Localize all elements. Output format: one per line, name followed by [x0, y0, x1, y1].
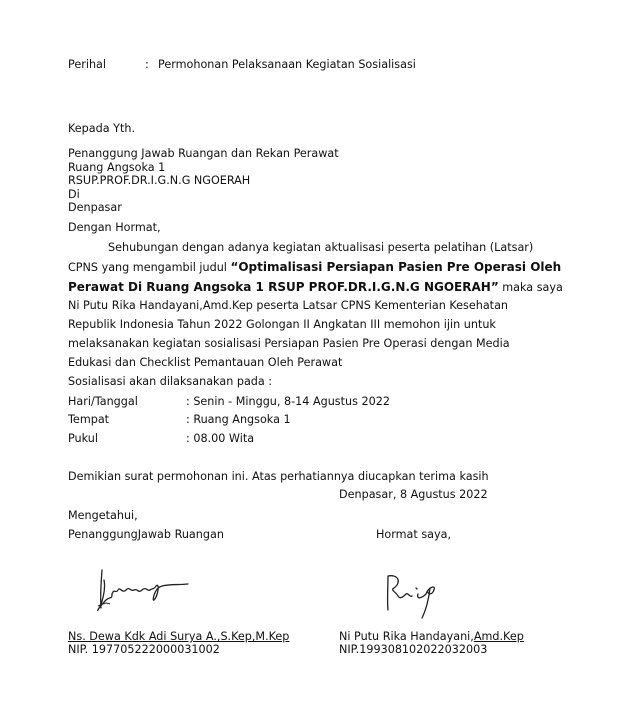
- schedule-label: Tempat: [68, 413, 110, 426]
- body-line: Sosialisasi akan dilaksanakan pada :: [68, 375, 273, 388]
- schedule-value: : Ruang Angsoka 1: [186, 413, 291, 426]
- right-signer-role: Hormat saya,: [376, 528, 452, 541]
- left-signature-image: [92, 560, 192, 618]
- body-line: Sehubungan dengan adanya kegiatan aktualisasi peserta pelatihan (Latsar): [108, 241, 534, 254]
- schedule-value: : Senin - Minggu, 8-14 Agustus 2022: [186, 395, 390, 408]
- body-line: [68, 260, 561, 275]
- subject-label: Perihal: [68, 58, 106, 71]
- left-signer-role: PenanggungJawab Ruangan: [68, 528, 224, 541]
- left-signer-nip: NIP. 197705222000031002: [68, 643, 220, 656]
- body-line: Edukasi dan Checklist Pemantauan Oleh Perawat: [68, 356, 343, 369]
- body-line: Republik Indonesia Tahun 2022 Golongan II Angkatan III memohon ijin untuk: [68, 318, 496, 331]
- salutation: Dengan Hormat,: [68, 221, 161, 234]
- schedule-value: : 08.00 Wita: [186, 432, 255, 445]
- right-signer-title: Amd.Kep: [473, 630, 524, 643]
- body-line: Ni Putu Rika Handayani,Amd.Kep peserta Latsar CPNS Kementerian Kesehatan: [68, 299, 509, 312]
- body-text: maka saya: [498, 281, 563, 294]
- recipient-greeting: Kepada Yth.: [68, 122, 135, 135]
- recipient-address: [68, 147, 339, 215]
- body-text: CPNS yang mengambil judul: [68, 261, 231, 274]
- recipient-line: Ruang Angsoka 1: [68, 160, 166, 174]
- recipient-line: Penanggung Jawab Ruangan dan Rekan Perawat: [68, 147, 339, 160]
- closing-text: Demikian surat permohonan ini. Atas perhatiannya diucapkan terima kasih: [68, 470, 489, 483]
- body-line: melaksanakan kegiatan sosialisasi Persiapan Pasien Pre Operasi dengan Media: [68, 337, 510, 350]
- recipient-line: Denpasar: [68, 201, 122, 214]
- right-signer-name-part: [339, 630, 524, 643]
- activity-title: Perawat Di Ruang Angsoka 1 RSUP PROF.DR.I.G.N.G NGOERAH”: [68, 280, 499, 294]
- left-signer-name: Ns. Dewa Kdk Adi Surya A.,S.Kep,M.Kep: [68, 630, 290, 643]
- body-line: [68, 280, 563, 295]
- activity-title: “Optimalisasi Persiapan Pasien Pre Operasi Oleh: [230, 260, 562, 274]
- right-signer-name: [339, 630, 524, 644]
- subject-value: Permohonan Pelaksanaan Kegiatan Sosialisasi: [158, 58, 416, 71]
- schedule-label: Hari/Tanggal: [68, 395, 138, 408]
- right-signer-given-name: Ni Putu Rika Handayani,: [339, 630, 474, 643]
- subject-separator: :: [145, 58, 149, 71]
- acknowledged-label: Mengetahui,: [68, 509, 138, 522]
- recipient-line: RSUP.PROF.DR.I.G.N.G NGOERAH: [68, 174, 251, 187]
- recipient-line: Di: [68, 187, 80, 201]
- place-date: Denpasar, 8 Agustus 2022: [339, 488, 488, 501]
- right-signature-image: [382, 570, 442, 622]
- right-signer-nip: NIP.199308102022032003: [339, 643, 488, 656]
- schedule-label: Pukul: [68, 432, 98, 445]
